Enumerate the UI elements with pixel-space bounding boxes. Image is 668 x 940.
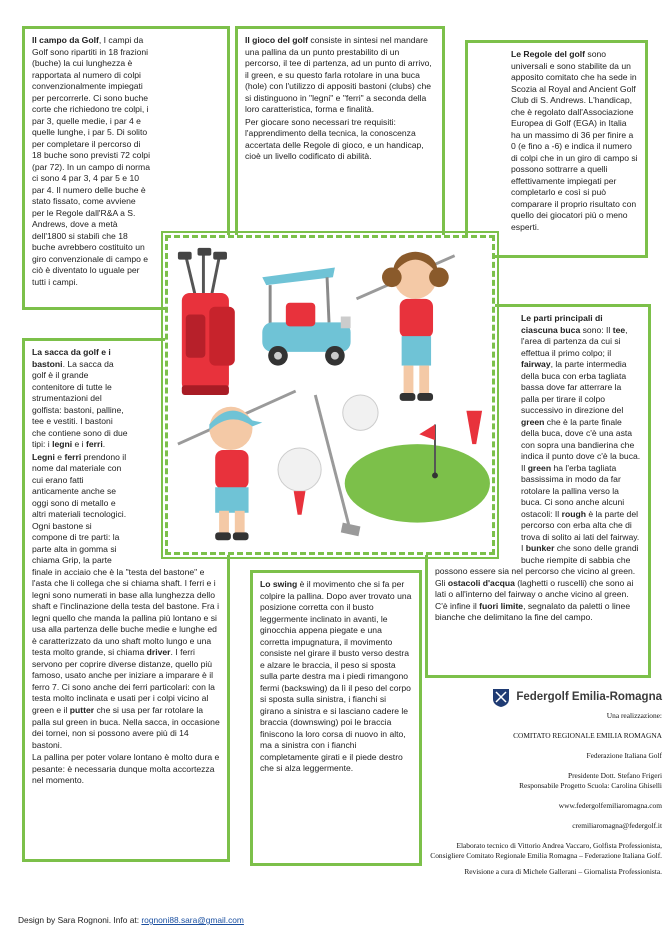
colophon xyxy=(430,688,662,934)
swing-heading: Lo swing xyxy=(260,579,298,589)
regole-heading: Le Regole del golf xyxy=(511,49,586,59)
parti-section: Le parti principali di ciascuna buca sono: Il tee, l'area di partenza da cui si effettua il primo colpo; il fairway, la parte intermedia della buca con erba tagliata bassa dove far atterrare la palla per tirare il colpo successivo in direzione del green che è la parte finale della buca, dove c'è una asta con sopra una bandierina che indica il punto dove c'è la buca. Il green ha l'erba tagliata bassissima in modo da far rotolare la pallina verso la buca. Ci sono anche alcuni ostacoli: Il rough è la parte del percorso con erba alta che di trova di solito ai lati del fairway. I bunker che sono delle grandi buche riempite di sabbia che possono essere sia nel percorso che vicino al green. Gli ostacoli d'acqua (laghetti o ruscelli) che sono ai lati o all'interno del fairway o anche vicino al green. C'è infine il fuori limite, segnalato da paletti o linee bianche che delimitano la fine del campo. xyxy=(425,304,651,678)
designer-email-link[interactable]: rognoni88.sara@gmail.com xyxy=(141,915,244,925)
gioco-section xyxy=(235,26,445,238)
sacca-heading: La sacca da golf e i bastoni xyxy=(32,347,111,369)
credit-line-9: Revisione a cura di Michele Gallerani – Giornalista Professionista. xyxy=(464,866,662,876)
parti-heading: Le parti principali di ciascuna buca xyxy=(521,313,603,335)
campo-heading: Il campo da Golf xyxy=(32,35,99,45)
golf-bag-icon xyxy=(178,248,235,395)
golf-illustration xyxy=(165,235,495,555)
golf-illustration-svg xyxy=(168,238,492,552)
credit-line-4: Presidente Dott. Stefano Frigeri xyxy=(567,770,662,780)
credit-line-8: Elaborato tecnico di Vittorio Andrea Vaccaro, Golfista Professionista, Consigliere Comitato Regionale Emilia Romagna – Federazione Italiana Golf. xyxy=(430,840,662,860)
sacca-text3: La pallina per poter volare lontano è molto dura e pesante: è necessaria dunque molta accortezza nel momento. xyxy=(32,752,220,786)
credit-line-1: Una realizzazione: xyxy=(606,711,662,720)
legni-term: legni xyxy=(52,439,73,450)
tee-icon xyxy=(466,411,482,444)
gioco-heading: Il gioco del golf xyxy=(245,35,309,45)
regole-text: sono universali e sono stabilite da un apposito comitato che ha sede in Scozia al Royal and Ancient Golf Club di S. Andrews. L'handicap, che è regolato dall'Associazione Europea di Golf (EGA) in Italia ha un massimo di 36 per finire a 0 (e fino a -6) e indica il numero di colpi che in un giro di campo si possono sottrarre a quelli effettivamente impiegati per completarlo e così si può comparare il proprio risultato con quello dei giocatori più o meno esperti. xyxy=(511,49,638,232)
girl-golfer-icon xyxy=(356,252,454,401)
email-link[interactable]: cremiliaromagna@federgolf.it xyxy=(572,820,662,830)
federgolf-brand xyxy=(430,688,662,708)
swing-text: è il movimento che si fa per colpire la pallina. Dopo aver trovato una posizione corretta con il busto leggermente inclinato in avanti, le ginocchia appena piegate e una corretta impugnatura, il movimento consiste nel girare il busto verso destra e alzare le braccia, il peso si sposta sulla parte destra ma i piedi rimangono fermi (backswing) da lì il peso del corpo si sposta sulla sinistra, i fianchi si girano a sinistra e si lasciano cadere le braccia (downswing) poi le braccia finiscono la loro corsa di nuovo in alto, ma a sinistra con i fianchi completamente girati e il piede destro che si alza leggermente. xyxy=(260,579,412,774)
gioco-text1: consiste in sintesi nel mandare una pallina da un punto prestabilito di un percorso, il tee di partenza, ad un punto di arrivo, il green, e su questo farla rotolare in una buca (hole) con l'utilizzo di appositi bastoni (clubs) che si distinguono in "legni" e "ferri" a seconda della loro caratteristica, forma e finalità. xyxy=(245,35,432,115)
credit-line-3: Federazione Italiana Golf xyxy=(586,750,662,760)
federgolf-name: Federgolf Emilia-Romagna xyxy=(516,691,662,704)
gioco-text2: Per giocare sono necessari tre requisiti: l'apprendimento della tecnica, la conoscenza accertata delle Regole di gioco, e un handicap, cioè un livello codificato di abilità. xyxy=(245,116,424,162)
sacca-section: La sacca da golf e i bastoni. La sacca da golf è il grande contenitore di tutte le strumentazioni del golfista: bastoni, palline, tee e vestiti. I bastoni che contiene sono di due tipi: i legni e i ferri. Legni e ferri prendono il nome dal materiale con cui erano fatti anticamente anche se oggi sono di metallo e altri materiali tecnologici. Ogni bastone si compone di tre parti: la parte alta in gomma si chiama Grip, la parte finale in acciaio che è la "testa del bastone" e l'asta che li collega che si chiama shaft. I ferri e i legni sono numerati in base alla lunghezza dello shaft e l'inclinazione della testa del bastone. Fra i legni quello che manda la pallina più lontano e si usa alla partenza delle buche medie e lunghe ed è caratterizzato da uno shaft molto lungo e una testa molto grande, si chiama driver. I ferri servono per coprire diverse distanze, quello più famoso, usato anche per iniziare a imparare è il ferro 7. Ci sono anche dei ferri particolari: con la testa molto inclinata e usati per i colpi vicino al green e il putter che si usa per far rotolare la palla sul green in buca. Nella sacca, in occasione dei tornei, non si possono avere più di 14 bastoni. La pallina per poter volare lontano è molto dura e pesante: è necessaria dunque molta accortezza nel momento. xyxy=(22,338,230,862)
regole-section xyxy=(465,40,648,258)
website-link[interactable]: www.federgolfemiliaromagna.com xyxy=(558,800,662,810)
campo-text: , I campi da Golf sono ripartiti in 18 frazioni (buche) la cui lunghezza è rapportata al numero di colpi convenzionalmente impiegati per percorrerle. Ci sono buche corte che richiedono tre colpi, i par 3, quelle medie, i par 4 e quelle lunghe, i par 5. Di solito per completare il percorso di 18 buche sono previsti 72 colpi (par 72). In un campo di norma ci sono 4 par 3, 4 par 5 e 10 par 4. Il numero delle buche è stato fissato, come avviene per le Regole dall'R&A a S. Andrews, dove a metà dell'1800 si stabilì che 18 buche avrebbero costituito un giro convenzionale di campo e ciò è diventato lo uguale per tutti i campi. xyxy=(32,35,151,287)
swing-section xyxy=(250,570,422,866)
golf-cart-icon xyxy=(262,267,350,365)
design-credit: Design by Sara Rognoni. Info at: rognoni88.sara@gmail.com xyxy=(18,915,244,925)
driver-term: driver xyxy=(146,647,171,658)
ferri-term: ferri xyxy=(85,439,103,450)
putter-term: putter xyxy=(69,704,95,715)
putting-green-icon xyxy=(345,424,490,522)
federgolf-logo-icon xyxy=(492,688,510,708)
credit-line-2: COMITATO REGIONALE EMILIA ROMAGNA xyxy=(513,730,662,740)
credit-line-5: Responsabile Progetto Scuola: Carolina Ghiselli xyxy=(519,780,662,790)
